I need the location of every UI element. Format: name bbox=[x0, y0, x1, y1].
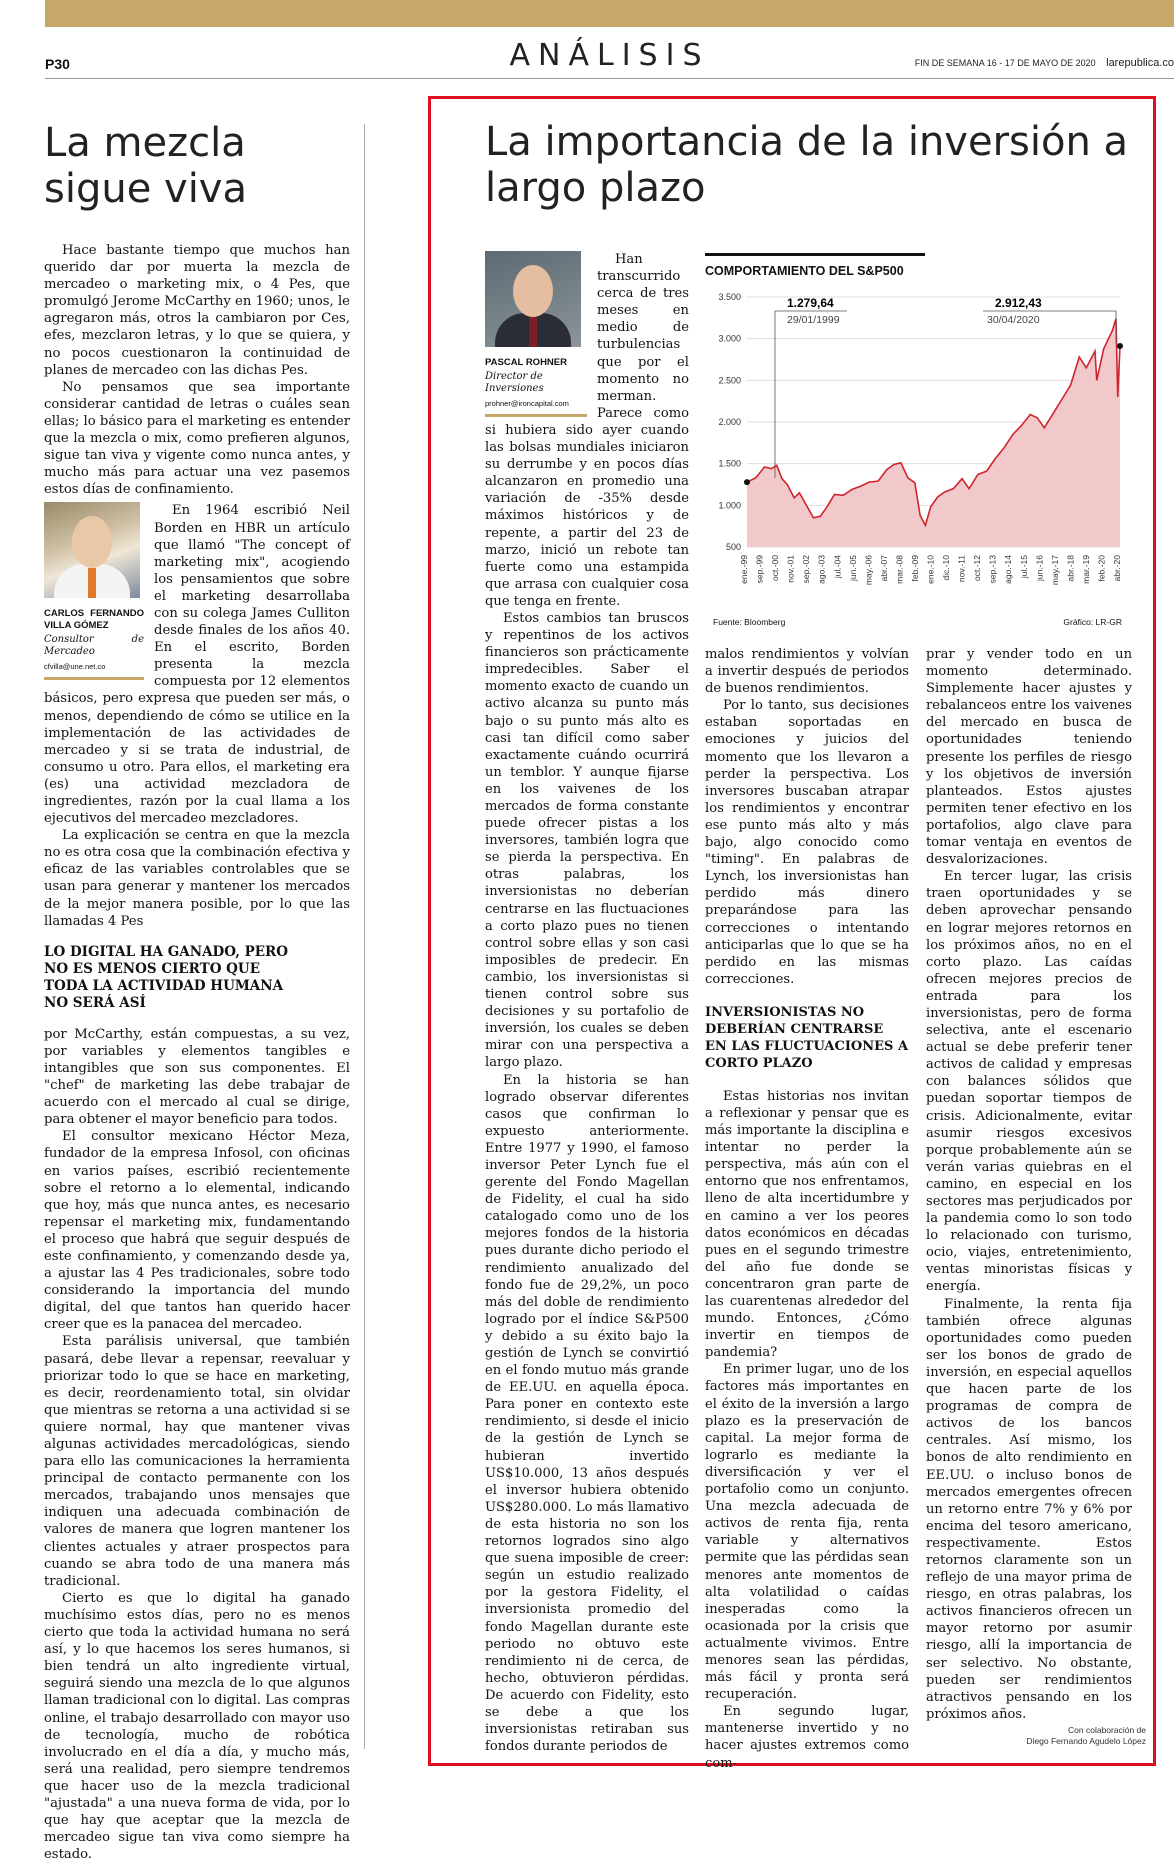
x-tick-label: may.-06 bbox=[863, 555, 874, 586]
page-header bbox=[45, 38, 1174, 79]
x-tick-label: mar.-08 bbox=[894, 555, 905, 584]
paragraph: prar y vender todo en un momento determinado. Simplemente hacer ajustes y rebalanceos entre los vaivenes del mercado en busca de oportunidades teniendo presente los perfiles de riesgo y los objetivos de inversión planteados. Estos ajustes permiten tener efectivo en los portafolios, algo clave para tomar ventaja en eventos de desvalorizaciones. bbox=[926, 647, 1132, 868]
x-tick-label: jul.-04 bbox=[832, 555, 843, 579]
right-article-column-2 bbox=[705, 646, 909, 1772]
paragraph: En 1964 escribió Neil Borden en HBR un artículo que llamó "The concept of marketing mix", acogiendo los pensamientos que sobre el marketing desarrollaba con su colega James Culliton desde finales de los años 40. En el escrito, Borden presenta la mezcla compuesta por 12 elementos básicos, pero expresa que pueden ser más, o menos, dependiendo de cómo se utilice en la implementación de las actividades de mercadeo y si se trata de industrial, de consumo u otro. Para ellos, el marketing era (es) una actividad mezcladora de ingredientes, razón por la cual llama a los ejecutivos del mercadeo mezcladores. bbox=[44, 503, 350, 827]
page-number: P30 bbox=[45, 56, 70, 72]
x-tick-label: oct.-00 bbox=[770, 555, 781, 581]
chart-source: Fuente: Bloomberg bbox=[713, 617, 786, 627]
paragraph: En la historia se han logrado observar diferentes casos que confirman lo expuesto anteriormente. Entre 1977 y 1990, el famoso inversor Peter Lynch fue el gerente del Fondo Magellan de Fidelity, el cual ha sido catalogado como uno de los mejores fondos de la historia pues durante dicho periodo el rendimiento anualizado del fondo fue de 29,2%, un poco más del doble de rendimiento logrado por el índice S&P500 y debido a su éxito bajo la gestión de Lynch se convirtió en el fondo mutuo más grande de EE.UU. en aquella época. Para poner en contexto este rendimiento, si desde el inicio de la gestión de Lynch se hubieran invertido US$10.000, 13 años después el inversor hubiera obtenido US$280.000. Lo más llamativo de esta historia no son los retornos logrados sino algo que suena imposible de creer: según un estudio realizado por la gestora Fidelity, el inversionista promedio del fondo Magellan durante este periodo no obtuvo este rendimiento ni de cerca, de hecho, obtuvieron pérdidas. De acuerdo con Fidelity, esto se debe a que los inversionistas retiraban sus fondos durante periodos de bbox=[485, 1072, 689, 1755]
author-photo bbox=[485, 251, 581, 347]
x-tick-label: ago.-03 bbox=[816, 555, 827, 584]
author-email[interactable]: prohner@ironcapital.com bbox=[485, 399, 587, 417]
sp500-chart bbox=[705, 253, 1130, 633]
left-article-title: La mezcla sigue viva bbox=[44, 120, 247, 212]
author-name: CARLOS FERNANDO VILLA GÓMEZ bbox=[44, 608, 144, 632]
author-photo bbox=[44, 502, 140, 598]
x-tick-label: nov.-01 bbox=[785, 555, 796, 583]
x-tick-label: oct.-12 bbox=[972, 555, 983, 581]
left-article bbox=[44, 120, 350, 1863]
paragraph: En tercer lugar, las crisis traen oportunidades y se deben aprovechar pensando en lograr mejores retornos en los próximos años, no en el corto plazo. Las caídas ofrecen mejores precios de entrada para los inversionistas, pero de forma selectiva, ante el escenario actual se debe preferir tener activos de calidad y empresas con balances sólidos que puedan soportar tiempos de crisis. Adicionalmente, evitar asumir riesgos excesivos porque probablemente aún se verán varias quiebras en el camino, en especial en los sectores mas perjudicados por la pandemia como lo son todo lo relacionado con turismo, ocio, viajes, entretenimiento, ventas minoristas físicas y energía. bbox=[926, 869, 1132, 1295]
left-article-body-b bbox=[44, 1026, 350, 1863]
paragraph: La explicación se centra en que la mezcla no es otra cosa que la combinación efectiva y eficaz de las variables controlables que se usan para generar y mantener los mercados de la mejor manera posible, por lo que las llamadas 4 Pes bbox=[44, 828, 350, 929]
section-title: ANÁLISIS bbox=[509, 38, 710, 73]
area-fill bbox=[747, 319, 1120, 547]
x-tick-label: jul.-15 bbox=[1018, 555, 1029, 579]
annotation-date: 29/01/1999 bbox=[787, 314, 840, 326]
x-tick-label: dic.-10 bbox=[941, 555, 952, 581]
x-tick-label: jun.-05 bbox=[847, 555, 858, 581]
paragraph: Hace bastante tiempo que muchos han querido dar por muerta la mezcla de mercadeo o marketing mix, o 4 Pes, que promulgó Jerome McCarthy en 1960; unos, le agregaron más, otros la cambiaron por Ces, efes, mezclaron letras, y lo que se quiera, y no pocos cuestionaron la continuidad de planes de mercadeo con las dichas Pes. bbox=[44, 243, 350, 378]
annotation-date: 30/04/2020 bbox=[987, 314, 1040, 326]
paragraph: Estos cambios tan bruscos y repentinos de los activos financieros son prácticamente impredecibles. Saber el momento exacto de cuando un activo alcanza su punto más bajo o su punto más alto es casi tan difícil como saber exactamente cuándo ocurrirá un temblor. Y aunque fijarse en los vaivenes de los mercados de forma constante puede ofrecer pistas a los inversores, también logra que se pierda la perspectiva. En otras palabras, los inversionistas no deberían centrarse en las fluctuaciones a corto plazo pues no tienen control sobre ellas y son casi imposibles de predecir. En cambio, los inversionistas si tienen control sobre sus decisiones y su portafolio de inversión, los cuales se deben mirar con una perspectiva a largo plazo. bbox=[485, 610, 689, 1071]
x-tick-label: ene.-10 bbox=[925, 555, 936, 584]
right-article-title: La importancia de la inversión a largo plazo bbox=[485, 119, 1129, 211]
annotation-value: 2.912,43 bbox=[995, 296, 1042, 310]
y-tick-label: 3.500 bbox=[718, 292, 741, 302]
chart-credit: Gráfico: LR-GR bbox=[1063, 617, 1122, 627]
site-link[interactable]: larepublica.co bbox=[1106, 57, 1174, 69]
dateline bbox=[915, 57, 1174, 69]
paragraph: No pensamos que sea importante considerar cantidad de letras o cuáles sean ellas; lo básico para el marketing es entender que la mezcla o mix, como prefieren algunos, sigue tan viva y vigente como nunca antes, y mucho más para actuar una vez pasemos estos días de confinamiento. bbox=[44, 379, 350, 498]
x-tick-label: ene.-99 bbox=[739, 555, 749, 584]
author-email[interactable]: cfvilla@une.net.co bbox=[44, 662, 144, 680]
paragraph: Por lo tanto, sus decisiones estaban soportadas en emociones y juicios del momento que los llevaron a perder la perspectiva. Los inversores buscaban atrapar los rendimientos y encontrar ese punto más alto y más bajo, algo conocido como "timing". En palabras de Lynch, los inversionistas han perdido más dinero preparándose para las correcciones o intentando anticiparlas que lo que se ha perdido en las mismas correcciones. bbox=[705, 698, 909, 987]
end-point bbox=[1117, 343, 1123, 349]
paragraph: En segundo lugar, mantenerse invertido y no hacer ajustes extremos como com- bbox=[705, 1704, 909, 1771]
left-author-box bbox=[44, 502, 144, 680]
left-article-body-a bbox=[44, 242, 350, 930]
column-divider bbox=[364, 124, 365, 1749]
x-tick-label: sep.-99 bbox=[754, 555, 765, 584]
paragraph: por McCarthy, están compuestas, a su vez, por variables y elementos tangibles e intangibles que son sus componentes. El "chef" de marketing las debe trabajar de acuerdo con el mercado al cual se dirige, para obtener el mayor beneficio para todos. bbox=[44, 1026, 350, 1128]
paragraph: Estas historias nos invitan a reflexionar y pensar que es más importante la disciplina e intentar no perder la perspectiva, más aún con el entorno que nos enfrentamos, lleno de alta incertidumbre y en camino a ver los peores datos económicos en décadas pues en el segundo trimestre del año fue donde se concentraron gran parte de las cuarentenas alrededor del mundo. Entonces, ¿Cómo invertir en tiempos de pandemia? bbox=[705, 1088, 909, 1361]
x-tick-label: abr.-18 bbox=[1065, 555, 1076, 582]
paragraph: Finalmente, la renta fija también ofrece algunas oportunidades como pueden ser los bonos de grado de inversión, en especial aquellos que hacen parte de los programas de compra de activos de los bancos centrales. Así mismo, los bonos de alto rendimiento en EE.UU. o incluso bonos de mercados emergentes ofrecen un retorno entre 7% y 6% por encima del tesoro americano, respectivamente. Estos retornos claramente son un reflejo de una mayor prima de riesgo, en otras palabras, los activos financieros ofrecen un mayor retorno por asumir riesgo, allí la importancia de ser selectivo. No obstante, pueden ser rendimientos atractivos pensando en los próximos años. bbox=[926, 1296, 1132, 1722]
x-tick-label: mar.-19 bbox=[1080, 555, 1091, 584]
left-article-subhead: LO DIGITAL HA GANADO, PERO NO ES MENOS CIERTO QUE TODA LA ACTIVIDAD HUMANA NO SERÁ ASÍ bbox=[44, 943, 289, 1011]
right-article-column-1 bbox=[485, 251, 689, 1755]
y-tick-label: 3.000 bbox=[718, 333, 741, 344]
collaboration-credit bbox=[1026, 1725, 1146, 1747]
right-col1-text bbox=[485, 251, 689, 1755]
y-tick-label: 500 bbox=[725, 542, 741, 552]
y-tick-label: 2.000 bbox=[718, 417, 741, 427]
chart-plot bbox=[705, 283, 1130, 603]
start-point bbox=[744, 479, 750, 485]
y-tick-label: 1.500 bbox=[718, 458, 741, 469]
x-tick-label: feb.-20 bbox=[1096, 555, 1107, 582]
x-tick-label: sep.-02 bbox=[801, 555, 812, 584]
chart-top-rule bbox=[705, 253, 925, 256]
y-tick-label: 1.000 bbox=[718, 500, 741, 511]
top-color-band bbox=[45, 0, 1174, 27]
x-tick-label: ago.-14 bbox=[1003, 555, 1014, 584]
credit-line: Con colaboración de bbox=[1068, 1725, 1146, 1735]
author-name: PASCAL ROHNER bbox=[485, 357, 567, 368]
author-role: Director de Inversiones bbox=[485, 371, 544, 394]
credit-name: Diego Fernando Agudelo López bbox=[1026, 1736, 1146, 1746]
x-tick-label: may.-17 bbox=[1049, 555, 1060, 586]
x-tick-label: abr.-07 bbox=[878, 555, 889, 582]
paragraph: Esta parálisis universal, que también pasará, debe llevar a repensar, reevaluar y priorizar todo lo que se hace en marketing, es decir, reordenamiento total, sin olvidar que mientras se retorna a una actividad si se quiere normal, hay que mantener vivas algunas actividades mercadológicas, siendo para ello las comunicaciones la herramienta principal de contacto permanente con los mercados, trabajando unos mensajes que indiquen una adecuada combinación de valores de manera que logren mantener los clientes actuales y atraer prospectos para cuando se abra todo de una manera más tradicional. bbox=[44, 1334, 350, 1589]
x-tick-label: nov.-11 bbox=[956, 555, 967, 583]
annotation-value: 1.279,64 bbox=[787, 296, 834, 310]
paragraph: El consultor mexicano Héctor Meza, fundador de la empresa Infosol, con oficinas en varios países, escribió recientemente sobre el retorno a lo elemental, indicando que hoy, más que nunca antes, es necesario repensar el marketing mix, fundamentando el proceso que habrá que seguir después de este confinamiento, y comenzando desde ya, a ajustar las 4 Pes tradicionales, sobre todo considerando la importancia del mundo digital, del que tantos han querido hacer creer que es la panacea del mercadeo. bbox=[44, 1129, 350, 1333]
paragraph: En primer lugar, uno de los factores más importantes en el éxito de la inversión a largo plazo es la preservación de capital. La mejor forma de lograrlo es mediante la diversificación y ver el portafolio como un conjunto. Una mezcla adecuada de activos de renta fija, renta variable y alternativos permite que las pérdidas sean menores ante momentos de alta volatilidad o caídas inesperadas como la ocasionada por la crisis que actualmente vivimos. Entre menores sean las pérdidas, más fácil y pronta será recuperación. bbox=[705, 1362, 909, 1703]
x-tick-label: feb.-09 bbox=[909, 555, 920, 582]
y-tick-label: 2.500 bbox=[718, 375, 741, 386]
chart-title: COMPORTAMIENTO DEL S&P500 bbox=[705, 264, 904, 278]
paragraph: Cierto es que lo digital ha ganado muchísimo estos días, pero no es menos cierto que toda la actividad humana no será así, y lo que hacemos los seres humanos, si bien tendrá un alto ingrediente virtual, seguirá siendo una mezcla de lo que algunos llaman tradicional con lo digital. Las compras online, el trabajo desarrollado con mayor uso de tecnología, mucho de robótica involucrado en el día a día, y mucho más, será una realidad, pero siempre tendremos que hacer uso de la mezcla tradicional "ajustada" a una nueva forma de vida, por lo que hay que aceptar que la mezcla de mercadeo sigue tan viva como siempre ha estado. bbox=[44, 1590, 351, 1863]
right-author-box bbox=[485, 251, 587, 417]
right-article-subhead: INVERSIONISTAS NO DEBERÍAN CENTRARSE EN LAS FLUCTUACIONES A CORTO PLAZO bbox=[705, 1004, 909, 1071]
x-tick-label: jun.-16 bbox=[1034, 555, 1045, 581]
x-tick-label: abr.-20 bbox=[1112, 555, 1122, 582]
x-tick-label: sep.-13 bbox=[987, 555, 998, 584]
issue-date: FIN DE SEMANA 16 - 17 DE MAYO DE 2020 bbox=[914, 58, 1096, 68]
author-role: Consultor de Mercadeo bbox=[44, 634, 144, 658]
right-article-column-3 bbox=[926, 646, 1132, 1723]
paragraph: malos rendimientos y volvían a invertir después de periodos de buenos rendimientos. bbox=[705, 647, 909, 697]
paragraph: Han transcurrido cerca de tres meses en medio de turbulencias que por el momento no merman. Parece como si hubiera sido ayer cuando las bolsas mundiales iniciaron su derrumbe y en pocos días alcanzaron en promedio una variación de -35% desde máximos históricos y de repente, a partir del 23 de marzo, inició un rebote tan fuerte como una estampida que arrasa con cualquier cosa que tenga en frente. bbox=[485, 252, 689, 609]
